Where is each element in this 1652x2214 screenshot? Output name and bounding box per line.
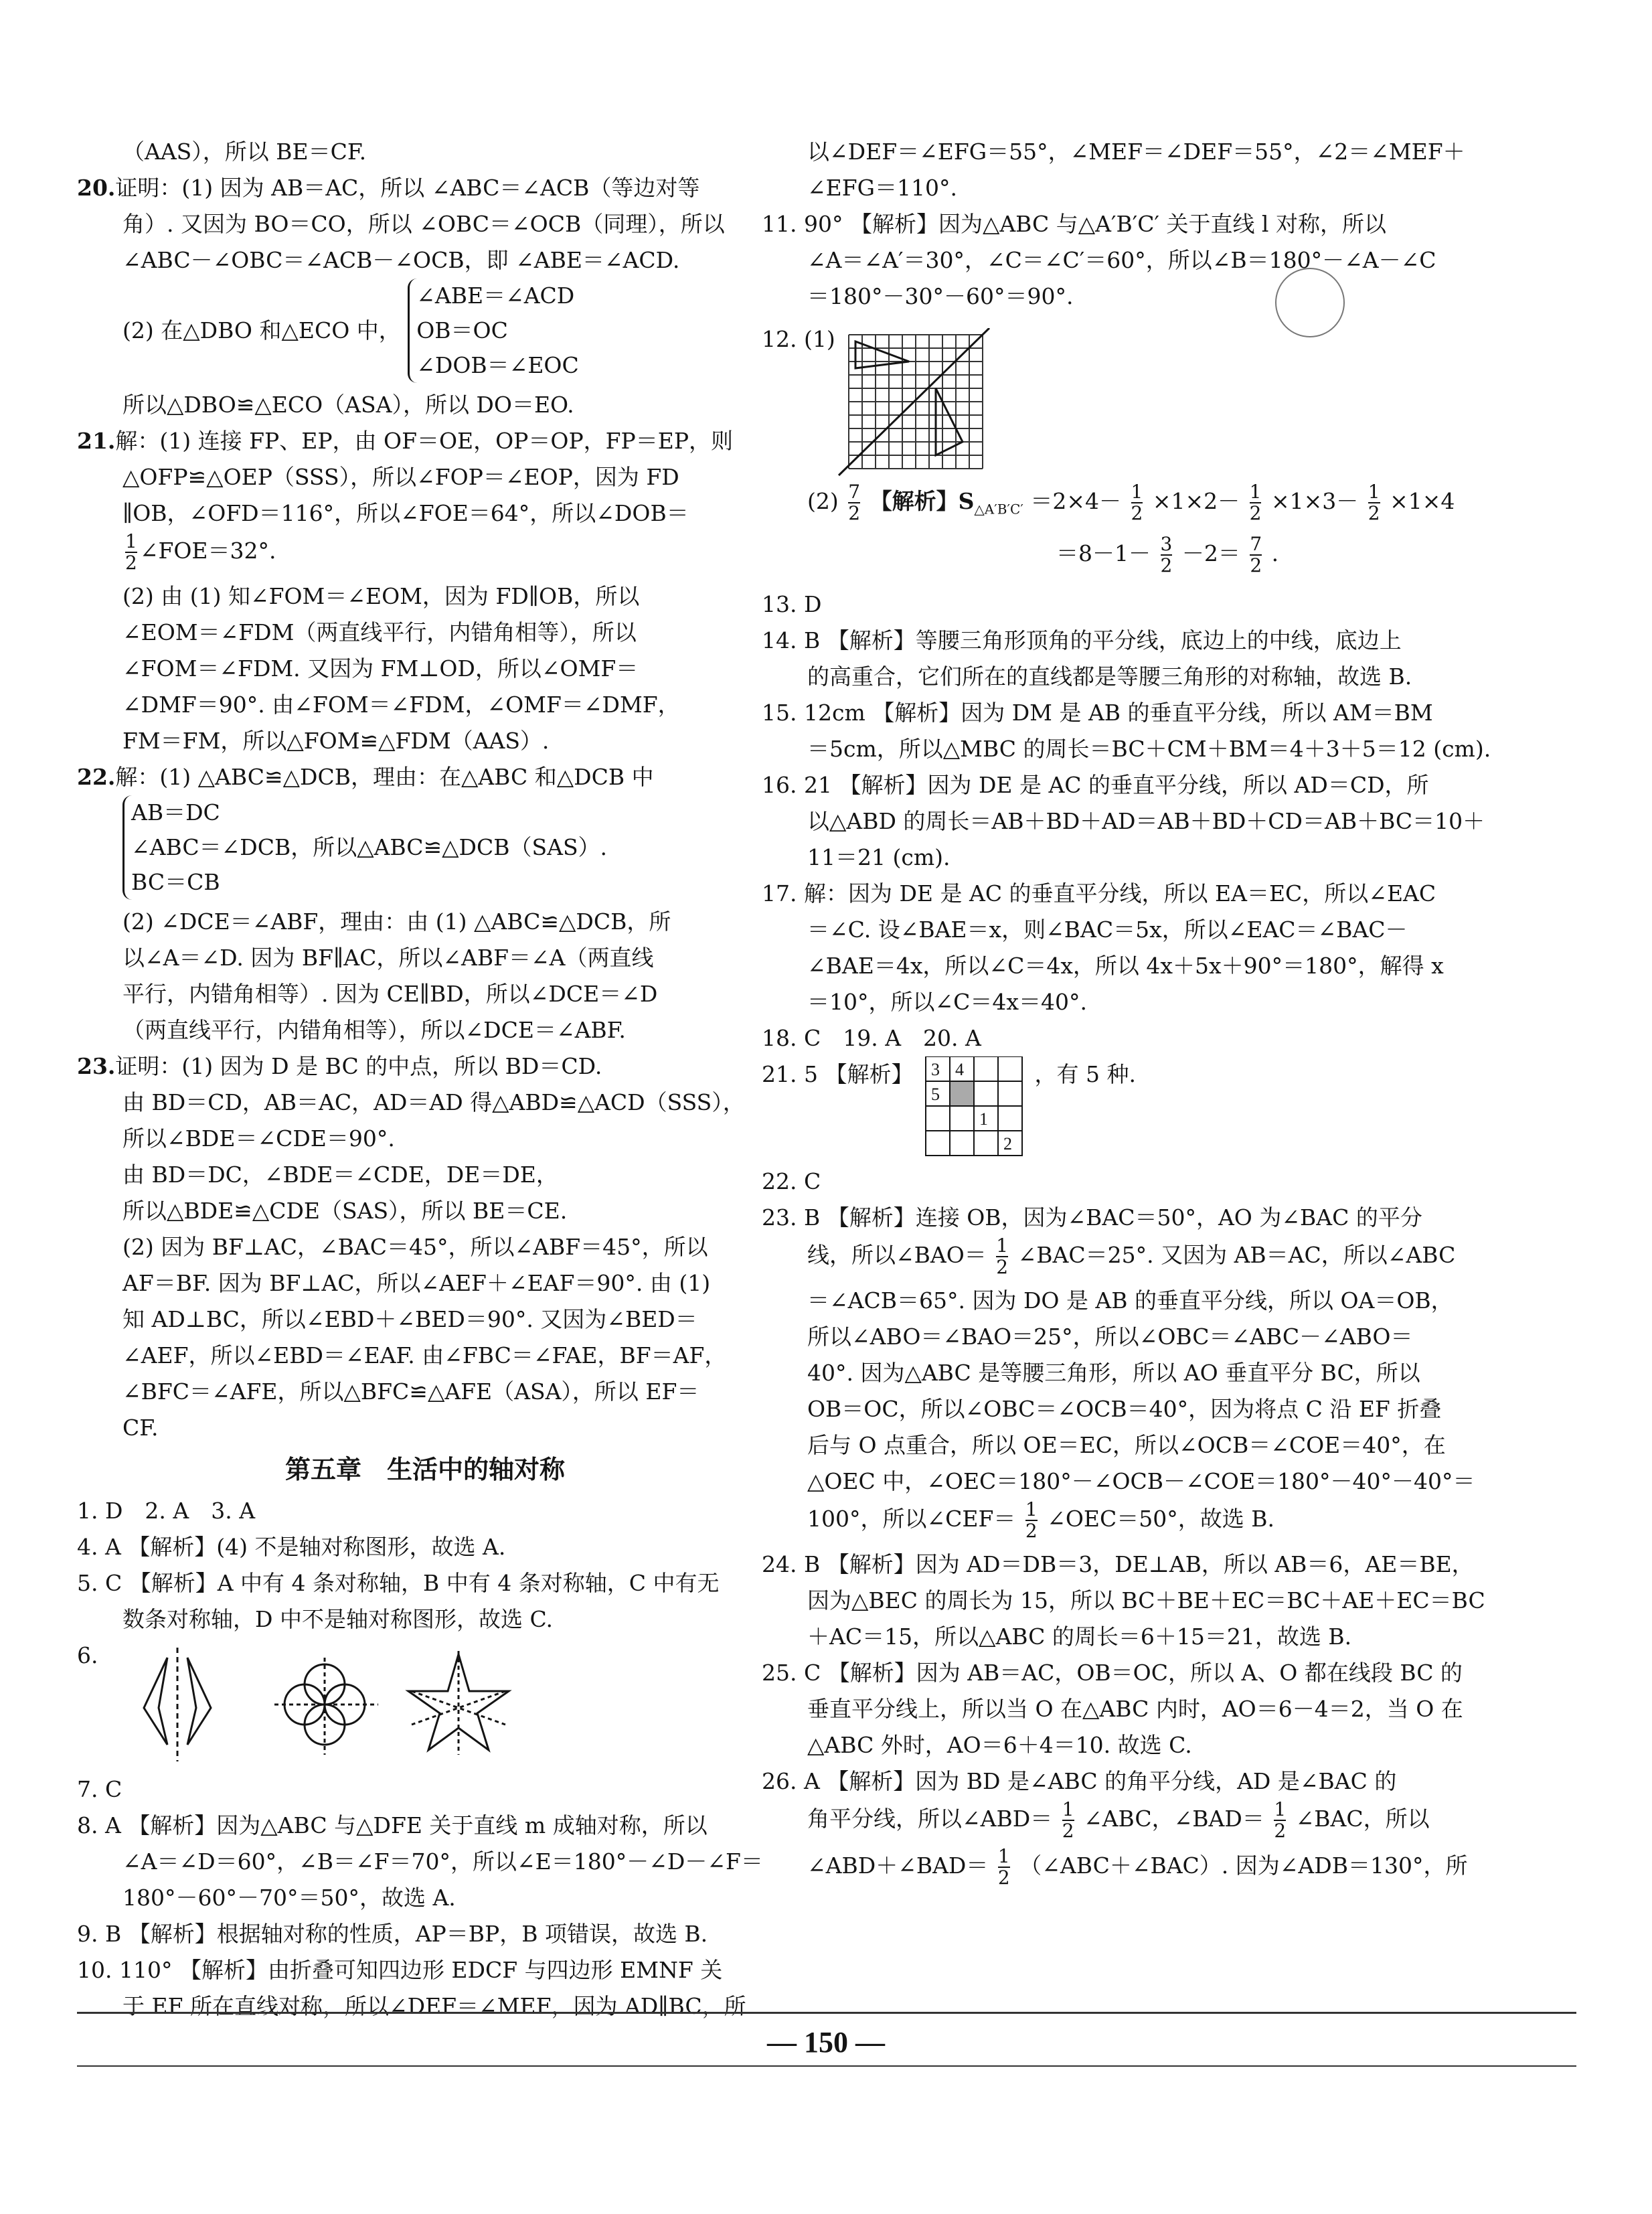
triangle-a1b1c1 (936, 388, 963, 455)
grid-reflection-figure (835, 328, 996, 482)
text-line: 垂直平分线上，所以当 O 在△ABC 内时，AO＝6－4＝2，当 O 在 (807, 1696, 1463, 1722)
text-line: ＝180°－30°－60°＝90°. (807, 283, 1074, 309)
text-line: 角）. 又因为 BO＝CO，所以 ∠OBC＝∠OCB（同理），所以 (122, 211, 725, 237)
text-line: ＝∠ACB＝65°. 因为 DO 是 AB 的垂直平分线，所以 OA＝OB， (807, 1287, 1453, 1314)
problem-20: 20.证明：(1) 因为 AB＝AC，所以 ∠ABC＝∠ACB（等边对等 (77, 175, 700, 201)
problem-21: 21.解：(1) 连接 FP、EP，由 OF＝OE，OP＝OP，FP＝EP，则 (77, 428, 734, 454)
page-number: — 150 — (767, 2026, 885, 2059)
text-line: FM＝FM，所以△FOM≌△FDM（AAS）. (122, 728, 550, 754)
cube-net-grid (920, 1056, 1027, 1157)
text-line: AF＝BF. 因为 BF⊥AC，所以∠AEF＋∠EAF＝90°. 由 (1) (122, 1270, 711, 1296)
text-line: OB＝OC，所以∠OBC＝∠OCB＝40°，因为将点 C 沿 EF 折叠 (807, 1396, 1442, 1422)
answer-line: 5. C 【解析】A 中有 4 条对称轴，B 中有 4 条对称轴，C 中有无 (77, 1570, 720, 1596)
shaded-cell (950, 1081, 974, 1106)
flower-figure (274, 1658, 378, 1755)
text-line: 所以∠BDE＝∠CDE＝90°. (122, 1125, 395, 1152)
answer-12-figure: 12. (1) (762, 315, 1465, 482)
system-of-conditions (77, 795, 773, 904)
text-line: 后与 O 点重合，所以 OE＝EC，所以∠OCB＝∠COE＝40°，在 (807, 1432, 1446, 1458)
text-line: 因为△BEC 的周长为 15，所以 BC＋BE＋EC＝BC＋AE＋EC＝BC (807, 1587, 1485, 1613)
stamp-mark (1275, 268, 1345, 337)
fraction: $\frac{1}{2}$ (1025, 1498, 1038, 1542)
text-line: 以△ABD 的周长＝AB＋BD＋AD＝AB＋BD＋CD＝AB＋BC＝10＋ (807, 808, 1485, 834)
answer-line: 25. C 【解析】因为 AB＝AC，OB＝OC，所以 A、O 都在线段 BC 的 (762, 1660, 1463, 1686)
star-figure (408, 1651, 509, 1755)
fraction: $\frac{1}{2}$ (1274, 1798, 1287, 1842)
footer-divider (77, 2065, 1576, 2067)
text-line: CF. (122, 1415, 159, 1441)
kite-figure (144, 1648, 211, 1761)
answer-12-part2: (2) $\frac{7}{2}$ 【解析】$S_{\triangle A'B'C'} =2\times 4-$ $\frac{1}{2}$ ×1×2－ $\frac{1}{2}$ ×1×3－ $\frac{1}{2}$ ×1×4 (807, 481, 1455, 524)
text-line-fraction: 角平分线，所以∠ABD＝ $\frac{1}{2}$ ∠ABC，∠BAD＝ $\frac{1}{2}$ ∠BAC，所以 (807, 1798, 1430, 1842)
text-line: △ABC 外时，AO＝6＋4＝10. 故选 C. (807, 1732, 1192, 1758)
answer-line: 9. B 【解析】根据轴对称的性质，AP＝BP，B 项错误，故选 B. (77, 1921, 708, 1947)
answer-line: 16. 21 【解析】因为 DE 是 AC 的垂直平分线，所以 AD＝CD，所 (762, 772, 1429, 798)
answer-line: 13. D (762, 591, 822, 617)
fraction: $\frac{7}{2}$ (848, 481, 861, 524)
symmetry-figures (104, 1644, 519, 1765)
text-line: ∠EFG＝110°. (807, 175, 957, 201)
text-line: ∠ABC－∠OBC＝∠ACB－∠OCB，即 ∠ABE＝∠ACD. (122, 247, 680, 273)
text-line: ∠DMF＝90°. 由∠FOM＝∠FDM，∠OMF＝∠DMF， (122, 692, 680, 718)
text-line: ＝∠C. 设∠BAE＝x，则∠BAC＝5x，所以∠EAC＝∠BAC－ (807, 917, 1408, 943)
answer-line: 26. A 【解析】因为 BD 是∠ABC 的角平分线，AD 是∠BAC 的 (762, 1768, 1397, 1794)
text-line: (2) 由 (1) 知∠FOM＝∠EOM，因为 FD∥OB，所以 (122, 583, 640, 609)
left-column (77, 134, 773, 2025)
fraction: $\frac{1}{2}$ (1368, 481, 1380, 524)
fraction: $\frac{1}{2}$ (1131, 481, 1143, 524)
triangle-abc (855, 341, 909, 368)
fraction: $\frac{7}{2}$ (1250, 533, 1262, 576)
right-column (762, 134, 1491, 1893)
footer-divider (77, 2012, 1576, 2014)
text-line: △OEC 中，∠OEC＝180°－∠OCB－∠COE＝180°－40°－40°＝ (807, 1468, 1475, 1494)
fraction: $\frac{1}{2}$ (1249, 481, 1262, 524)
answer-line: 22. C (762, 1168, 821, 1194)
text-line: △OFP≌△OEP（SSS），所以∠FOP＝∠EOP，因为 FD (122, 464, 679, 490)
fraction: $\frac{1}{2}$ (996, 1235, 1009, 1278)
answer-line: 17. 解：因为 DE 是 AC 的垂直平分线，所以 EA＝EC，所以∠EAC (762, 880, 1436, 906)
text-line: 由 BD＝CD，AB＝AC，AD＝AD 得△ABD≌△ACD（SSS）， (122, 1089, 745, 1115)
answer-line: 23. B 【解析】连接 OB，因为∠BAC＝50°，AO 为∠BAC 的平分 (762, 1204, 1422, 1231)
answer-line: 8. A 【解析】因为△ABC 与△DFE 关于直线 m 成轴对称，所以 (77, 1812, 708, 1838)
answer-line: 15. 12cm 【解析】因为 DM 是 AB 的垂直平分线，所以 AM＝BM (762, 700, 1433, 726)
text-line: (2) ∠DCE＝∠ABF，理由：由 (1) △ABC≌△DCB，所 (122, 908, 671, 935)
answer-line: 4. A 【解析】(4) 不是轴对称图形，故选 A. (77, 1534, 506, 1560)
text-line: 11＝21 (cm). (807, 844, 951, 870)
fraction: $\frac{1}{2}$ (125, 530, 137, 574)
fraction: $\frac{3}{2}$ (1160, 533, 1173, 576)
text-line: 知 AD⊥BC，所以∠EBD＋∠BED＝90°. 又因为∠BED＝ (122, 1306, 697, 1332)
answer-line: 1. D 2. A 3. A (77, 1498, 256, 1524)
text-line: ∥OB，∠OFD＝116°，所以∠FOE＝64°，所以∠DOB＝ (122, 500, 689, 526)
text-line: （AAS），所以 BE＝CF. (122, 139, 367, 165)
answer-12-result: ＝8－1－ $\frac{3}{2}$ －2＝ $\frac{7}{2}$ . (1056, 533, 1279, 576)
system-of-conditions: (2) 在△DBO 和△ECO 中， ∠ABE＝∠ACD OB＝OC ∠DOB＝∠EOC (77, 279, 773, 387)
text-line: 所以△BDE≌△CDE（SAS），所以 BE＝CE. (122, 1198, 568, 1224)
text-line: 所以△DBO≌△ECO（ASA），所以 DO＝EO. (122, 392, 574, 418)
text-line: 以∠DEF＝∠EFG＝55°，∠MEF＝∠DEF＝55°，∠2＝∠MEF＋ (807, 139, 1465, 165)
brace-group: AB＝DC ∠ABC＝∠DCB，所以△ABC≌△DCB（SAS）. BC＝CB (122, 795, 607, 900)
text-line: 所以∠ABO＝∠BAO＝25°，所以∠OBC＝∠ABC－∠ABO＝ (807, 1324, 1413, 1350)
brace-group: ∠ABE＝∠ACD OB＝OC ∠DOB＝∠EOC (408, 279, 578, 383)
answer-line: 180°－60°－70°＝50°，故选 A. (122, 1885, 456, 1911)
answer-21-grid: 21. 5 【解析】 3 4 5 1 2 ，有 5 种. (762, 1056, 1465, 1164)
text-line: ＝10°，所以∠C＝4x＝40°. (807, 989, 1087, 1015)
answer-line: 18. C 19. A 20. A (762, 1025, 981, 1051)
answer-line: 于 EF 所在直线对称，所以∠DEF＝∠MEF，因为 AD∥BC，所 (122, 1993, 746, 2019)
grid-number: 2 (1003, 1134, 1012, 1154)
grid-number: 3 (930, 1060, 940, 1079)
text-line: ∠AEF，所以∠EBD＝∠EAF. 由∠FBC＝∠FAE，BF＝AF， (122, 1342, 727, 1368)
fraction: $\frac{1}{2}$ (997, 1845, 1010, 1889)
text-line: ＝5cm，所以△MBC 的周长＝BC＋CM＋BM＝4＋3＋5＝12 (cm). (807, 736, 1491, 762)
answer-line: ∠A＝∠D＝60°，∠B＝∠F＝70°，所以∠E＝180°－∠D－∠F＝ (122, 1848, 763, 1875)
text-line: 由 BD＝DC，∠BDE＝∠CDE，DE＝DE， (122, 1162, 558, 1188)
answer-line: 14. B 【解析】等腰三角形顶角的平分线，底边上的中线，底边上 (762, 627, 1402, 653)
text-line-fraction: ∠ABD＋∠BAD＝ $\frac{1}{2}$ （∠ABC＋∠BAC）. 因为∠ADB＝130°，所 (807, 1845, 1468, 1889)
answer-line: 7. C (77, 1776, 122, 1802)
grid-number: 5 (930, 1085, 940, 1104)
text-line: ＋AC＝15，所以△ABC 的周长＝6＋15＝21，故选 B. (807, 1624, 1352, 1650)
text-line: 平行，内错角相等）. 因为 CE∥BD，所以∠DCE＝∠D (122, 981, 658, 1007)
text-line: 的高重合，它们所在的直线都是等腰三角形的对称轴，故选 B. (807, 663, 1412, 690)
text-line: 40°. 因为△ABC 是等腰三角形，所以 AO 垂直平分 BC，所以 (807, 1360, 1420, 1386)
answer-line: 10. 110° 【解析】由折叠可知四边形 EDCF 与四边形 EMNF 关 (77, 1957, 723, 1983)
answer-line: 11. 90° 【解析】因为△ABC 与△A′B′C′ 关于直线 l 对称，所以 (762, 211, 1386, 237)
chapter-title: 第五章 生活中的轴对称 (284, 1455, 565, 1484)
text-line: ∠BFC＝∠AFE，所以△BFC≌△AFE（ASA），所以 EF＝ (122, 1378, 699, 1405)
answer-6-figures: 6. (77, 1638, 773, 1771)
problem-22: 22.解：(1) △ABC≌△DCB，理由：在△ABC 和△DCB 中 (77, 764, 654, 790)
fraction: $\frac{1}{2}$ (1062, 1798, 1074, 1842)
text-line: (2) 因为 BF⊥AC，∠BAC＝45°，所以∠ABF＝45°，所以 (122, 1234, 708, 1260)
text-line: 以∠A＝∠D. 因为 BF∥AC，所以∠ABF＝∠A（两直线 (122, 945, 654, 971)
answer-line: 数条对称轴，D 中不是轴对称图形，故选 C. (122, 1606, 554, 1632)
text-line: ∠BAE＝4x，所以∠C＝4x，所以 4x＋5x＋90°＝180°，解得 x (807, 953, 1444, 979)
text-line-fraction: 100°，所以∠CEF＝ $\frac{1}{2}$ ∠OEC＝50°，故选 B. (807, 1498, 1274, 1542)
grid-number: 4 (955, 1060, 964, 1079)
text-line-fraction: $\frac{1}{2}$ ∠FOE＝32°. (125, 530, 276, 574)
text-line: ∠A＝∠A′＝30°，∠C＝∠C′＝60°，所以∠B＝180°－∠A－∠C (807, 247, 1436, 273)
text-line: （两直线平行，内错角相等），所以∠DCE＝∠ABF. (122, 1017, 626, 1043)
answer-line: 24. B 【解析】因为 AD＝DB＝3，DE⊥AB，所以 AB＝6，AE＝BE， (762, 1551, 1474, 1577)
text-line-fraction: 线，所以∠BAO＝ $\frac{1}{2}$ ∠BAC＝25°. 又因为 AB＝AC，所以∠ABC (807, 1235, 1456, 1278)
problem-23: 23.证明：(1) 因为 D 是 BC 的中点，所以 BD＝CD. (77, 1053, 602, 1079)
text-line: ∠EOM＝∠FDM（两直线平行，内错角相等），所以 (122, 619, 637, 645)
grid-number: 1 (979, 1109, 988, 1129)
text-line: ∠FOM＝∠FDM. 又因为 FM⊥OD，所以∠OMF＝ (122, 655, 639, 682)
